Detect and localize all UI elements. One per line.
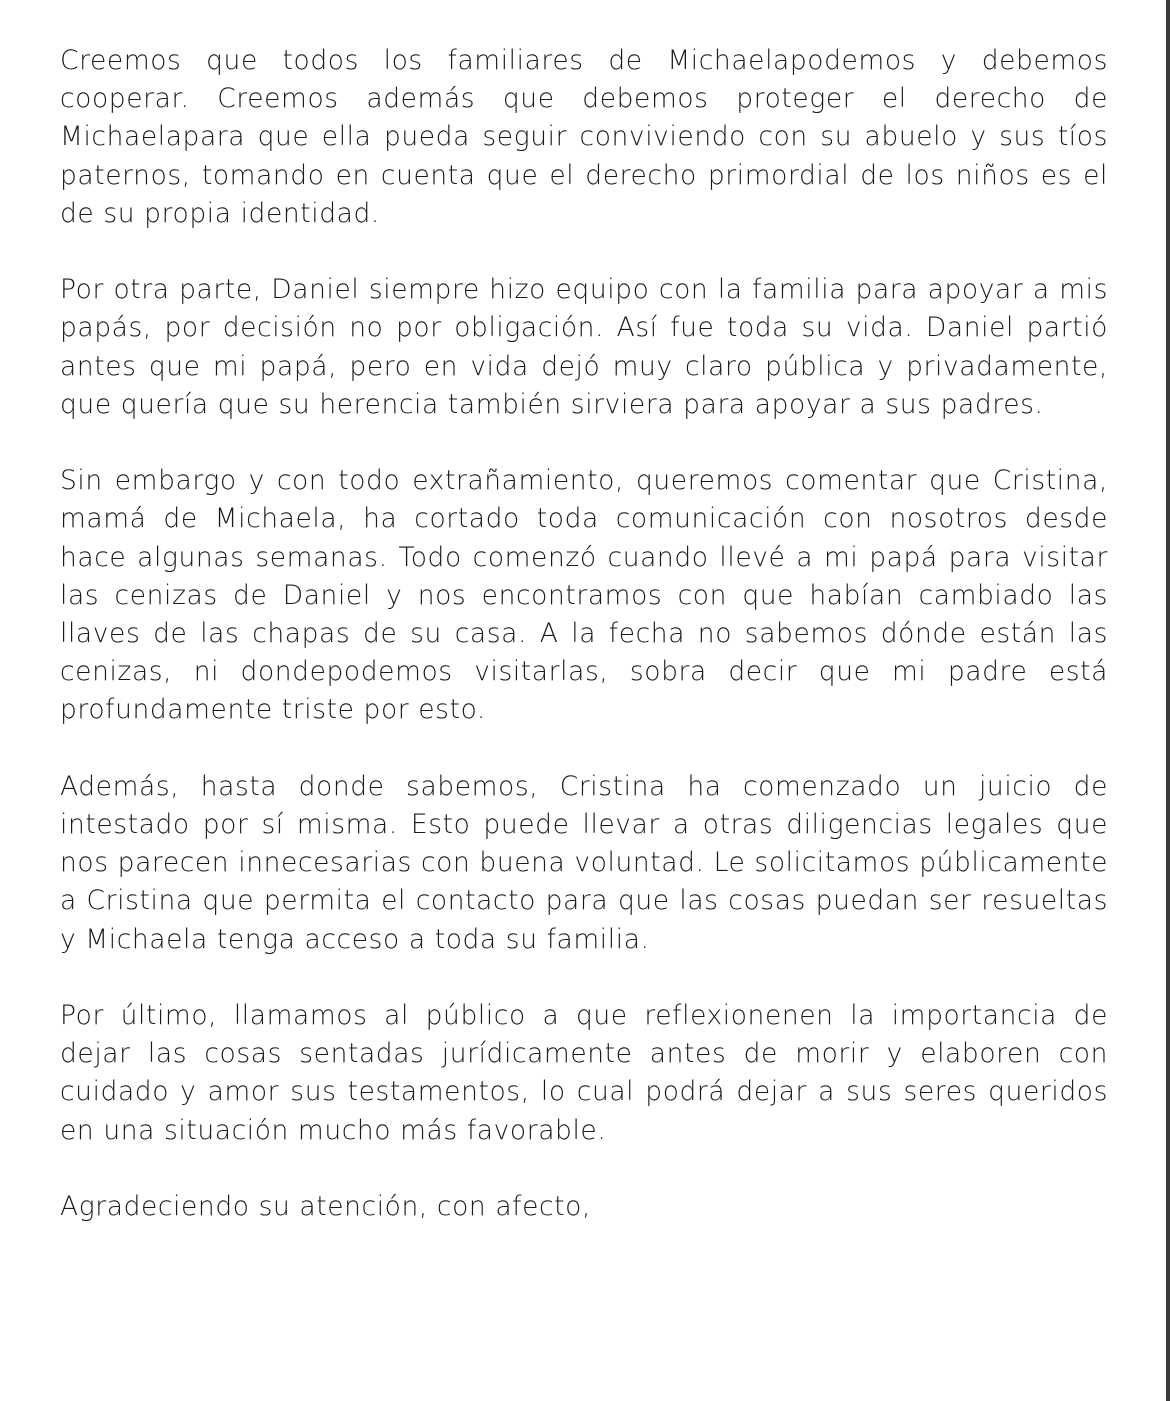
right-edge-border <box>1166 0 1170 1401</box>
paragraph-5: Por último, llamamos al público a que reflexionenen la importancia de dejar las cosas sentadas jurídicamente antes de morir y elaboren con cuidado y amor sus testamentos, lo cual podrá dejar a sus seres queridos en una situación mucho más favorable. <box>60 1000 1108 1146</box>
letter-body <box>60 42 1108 1226</box>
paragraph-2: Por otra parte, Daniel siempre hizo equipo con la familia para apoyar a mis papás, por decisión no por obligación. Así fue toda su vida. Daniel partió antes que mi papá, pero en vida dejó muy claro pública y privadamente, que quería que su herencia también sirviera para apoyar a sus padres. <box>60 274 1108 420</box>
paragraph-4: Además, hasta donde sabemos, Cristina ha comenzado un juicio de intestado por sí misma. Esto puede llevar a otras diligencias legales que nos parecen innecesarias con buena voluntad. Le solicitamos públicamente a Cristina que permita el contacto para que las cosas puedan ser resueltas y Michaela tenga acceso a toda su familia. <box>60 770 1108 955</box>
paragraph-3: Sin embargo y con todo extrañamiento, queremos comentar que Cristina, mamá de Michaela, ha cortado toda comunicación con nosotros desde hace algunas semanas. Todo comenzó cuando llevé a mi papá para visitar las cenizas de Daniel y nos encontramos con que habían cambiado las llaves de las chapas de su casa. A la fecha no sabemos dónde están las cenizas, ni dondepodemos visitarlas, sobra decir que mi padre está profundamente triste por esto. <box>60 465 1108 726</box>
closing-line: Agradeciendo su atención, con afecto, <box>60 1191 591 1223</box>
paragraph-1: Creemos que todos los familiares de Michaelapodemos y debemos cooperar. Creemos además que debemos proteger el derecho de Michaelapara que ella pueda seguir conviviendo con su abuelo y sus tíos paternos, tomando en cuenta que el derecho primordial de los niños es el de su propia identidad. <box>60 45 1108 229</box>
